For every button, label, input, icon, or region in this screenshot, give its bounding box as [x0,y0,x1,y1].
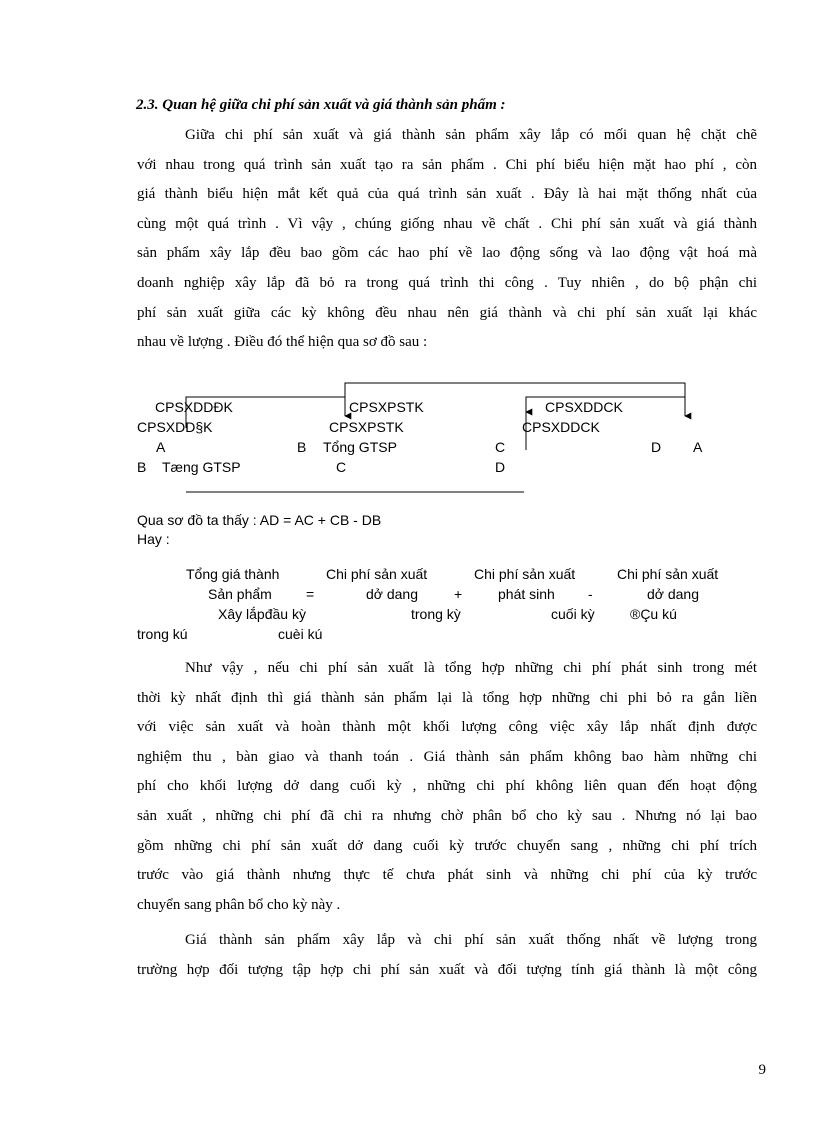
paragraph-line: với việc sản xuất và hoàn thành một khối lượng công việc xây lắp nhất định được [137,719,757,736]
point-c: C [495,439,506,455]
formula-term: cuèi kú [278,626,323,642]
label-tong-gtsp: Tổng GTSP [323,439,397,455]
paragraph-line: phí cho khối lượng dở dang cuối kỳ , những chi phí không liên quan đến hoạt động [137,778,757,795]
paragraph-line: trường hợp đối tượng tập hợp chi phí sản xuất và đối tượng tính giá thành là một công [137,961,757,978]
formula-operator: + [454,586,463,602]
label-cpsxdd-dk-garbled: CPSXDD§K [137,419,213,435]
point-d: D [651,439,662,455]
formula-term: Chi phí sản xuất [474,566,576,582]
formula-term: trong kú [137,626,188,642]
paragraph-line: Giá thành sản phẩm xây lắp và chi phí sản xuất thống nhất về lượng trong [185,932,757,948]
paragraph-line: phí sản xuất giữa các kỳ không đều nhau nên giá thành và chi phí sản xuất lại khác [137,304,757,321]
point-a: A [156,439,166,455]
paragraph-line: sản phẩm xây lắp đều bao gồm các hao phí về lao động sống và lao động vật hoá mà [137,245,757,262]
formula-intro: Qua sơ đồ ta thấy : AD = AC + CB - DB [137,512,382,528]
paragraph-line: sản xuất , những chi phí đã chi ra nhưng chờ phân bổ cho kỳ sau . Nhưng nó lại bao [137,807,757,824]
paragraph-line: Giữa chi phí sản xuất và giá thành sản phẩm xây lắp có mối quan hệ chặt chẽ [185,127,757,143]
paragraph-line: trước vào giá thành nhưng thực tế chưa phát sinh và những chi phí của kỳ trước [137,867,757,884]
label-cpsxpstk-2: CPSXPSTK [329,419,404,435]
paragraph-3 [137,926,757,985]
point-d-2: D [495,459,506,475]
formula-term: dở dang [366,586,419,602]
point-b-2: B [137,459,147,475]
formula-term: phát sinh [498,586,555,602]
formula-operator: - [588,586,593,602]
paragraph-line: giá thành biểu hiện mắt kết quả của quá trình sản xuất . Đây là hai mặt thống nhất của [137,186,757,203]
formula-term: dở dang [647,586,700,602]
point-a-end: A [693,439,703,455]
paragraph-2 [137,654,757,920]
formula-term: cuối kỳ [551,606,595,622]
label-tang-gtsp: Tæng GTSP [162,459,241,475]
formula-term: Sản phẩm [208,586,272,602]
point-b: B [297,439,307,455]
formula-operator: = [306,586,315,602]
formula-term: Tổng giá thành [186,566,280,582]
formula-term: ®Çu kú [630,606,677,622]
formula-term: Chi phí sản xuất [617,566,719,582]
paragraph-line: Như vậy , nếu chi phí sản xuất là tổng hợp những chi phí phát sinh trong mét [185,660,757,676]
point-c-2: C [336,459,347,475]
paragraph-line: chuyển sang phân bổ cho kỳ này . [137,896,341,913]
formula-term: Chi phí sản xuất [326,566,428,582]
paragraph-line: gồm những chi phí sản xuất dở dang cuối kỳ trước chuyển sang , những chi phí trích [137,837,757,854]
formula-term: Xây lắpđầu kỳ [218,606,306,622]
paragraph-line: cùng một quá trình . Vì vậy , chúng giống nhau về chất . Chi phí sản xuất và giá thành [137,215,757,232]
paragraph-line: với nhau trong quá trình sản xuất tạo ra sản phẩm . Chi phí biểu hiện mặt hao phí , còn [137,156,757,173]
label-cpsxddck-start: CPSXDDĐK [155,399,233,415]
page-number: 9 [758,1062,766,1078]
paragraph-line: thời kỳ nhất định thì giá thành sản phẩm lại là tổng hợp những chi phi bỏ ra gắn liền [137,689,757,706]
section-heading: 2.3. Quan hệ giữa chi phí sản xuất và giá thành sản phẩm : [136,97,506,113]
paragraph-line: nghiệm thu , bàn giao và thanh toán . Giá thành sản phẩm không bao hàm những chi [137,748,757,765]
paragraph-line: nhau về lượng . Điều đó thể hiện qua sơ đồ sau : [137,334,428,351]
label-cpsxpstk: CPSXPSTK [349,399,424,415]
label-cpsxddck-2: CPSXDDCK [522,419,600,435]
label-cpsxddck-end: CPSXDDCK [545,399,623,415]
formula-hay: Hay : [137,531,170,547]
formula-term: trong kỳ [411,606,461,622]
paragraph-line: doanh nghiệp xây lắp đã bỏ ra trong quá trình thi công . Tuy nhiên , do bộ phận chi [137,274,757,291]
